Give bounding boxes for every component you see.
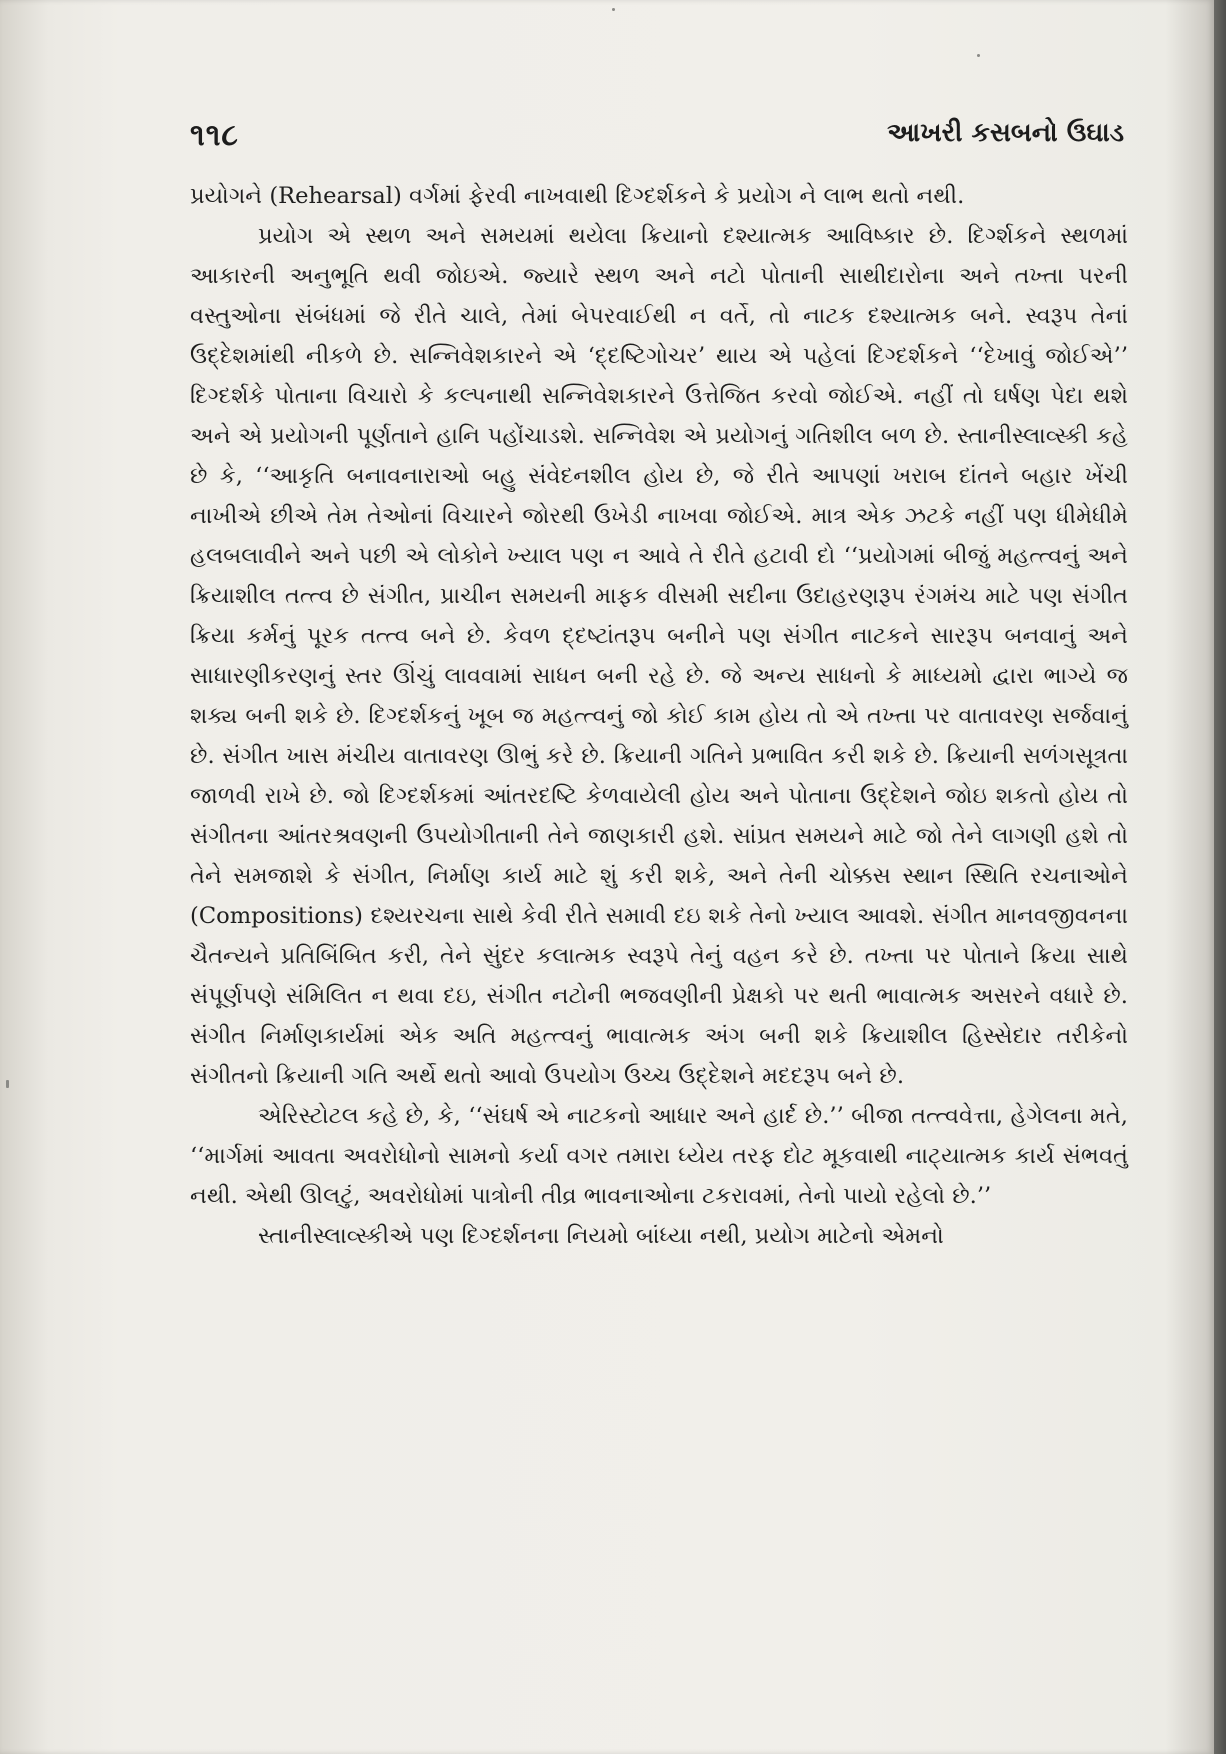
paragraph-1: પ્રયોગને (Rehearsal) વર્ગમાં ફેરવી નાખવાથી દિગ્દર્શકને કે પ્રયોગ ને લાભ થતો નથી.: [190, 183, 965, 209]
page-number: ૧૧૮: [190, 118, 239, 153]
paragraph-2: પ્રયોગ એ સ્થળ અને સમયમાં થયેલા ક્રિયાનો દશ્યાત્મક આવિષ્કાર છે. દિર્ગ્શકને સ્થળમાં આકારની અનુભૂતિ થવી જોઇએ. જ્યારે સ્થળ અને નટો પોતાની સાથીદારોના અને તખ્તા પરની વસ્તુઓના સંબંધમાં જે રીતે ચાલે, તેમાં બેપરવાઈથી ન વર્તે, તો નાટક દશ્યાત્મક બને. સ્વરૂપ તેનાં ઉદ્દેશમાંથી નીકળે છે. સન્નિવેશકારને એ ‘દ્દષ્ટિગોચર’ થાય એ પહેલાં દિગ્દર્શકને ‘‘દેખાવું જોઈએ’’ દિગ્દર્શકે પોતાના વિચારો કે કલ્પનાથી સન્નિવેશકારને ઉત્તેજિત કરવો જોઈએ. નહીં તો ઘર્ષણ પેદા થશે અને એ પ્રયોગની પૂર્ણતાને હાનિ પહોંચાડશે. સન્નિવેશ એ પ્રયોગનું ગતિશીલ બળ છે. સ્તાનીસ્લાવ્સ્કી કહે છે કે, ‘‘આકૃતિ બનાવનારાઓ બહુ સંવેદનશીલ હોય છે, જે રીતે આપણાં ખરાબ દાંતને બહાર ખેંચી નાખીએ છીએ તેમ તેઓનાં વિચારને જોરથી ઉખેડી નાખવા જોઈએ. માત્ર એક ઝટકે નહીં પણ ધીમેધીમે હલબલાવીને અને પછી એ લોકોને ખ્યાલ પણ ન આવે તે રીતે હટાવી દો ‘‘પ્રયોગમાં બીજું મહત્ત્વનું અને ક્રિયાશીલ તત્ત્વ છે સંગીત, પ્રાચીન સમયની માફક વીસમી સદીના ઉદાહરણરૂપ રંગમંચ માટે પણ સંગીત ક્રિયા કર્મનું પૂરક તત્ત્વ બને છે. કેવળ દ્દષ્ટાંતરૂપ બનીને પણ સંગીત નાટકને સારરૂપ બનવાનું અને સાધારણીકરણનું સ્તર ઊંચું લાવવામાં સાધન બની રહે છે. જે અન્ય સાધનો કે માધ્યમો દ્વારા ભાગ્યે જ શક્ય બની શકે છે. દિગ્દર્શકનું ખૂબ જ મહત્ત્વનું જો કોઈ કામ હોય તો એ તખ્તા પર વાતાવરણ સર્જવાનું છે. સંગીત ખાસ મંચીય વાતાવરણ ઊભું કરે છે. ક્રિયાની ગતિને પ્રભાવિત કરી શકે છે. ક્રિયાની સળંગસૂત્રતા જાળવી રાખે છે. જો દિગ્દર્શકમાં આંતરદષ્ટિ કેળવાયેલી હોય અને પોતાના ઉદ્દેશને જોઇ શકતો હોય તો સંગીતના આંતરશ્રવણની ઉપયોગીતાની તેને જાણકારી હશે. સાંપ્રત સમયને માટે જો તેને લાગણી હશે તો તેને સમજાશે કે સંગીત, નિર્માણ કાર્ય માટે શું કરી શકે, અને તેની ચોક્કસ સ્થાન સ્થિતિ રચનાઓને (Compositions) દશ્યરચના સાથે કેવી રીતે સમાવી દઇ શકે તેનો ખ્યાલ આવશે. સંગીત માનવજીવનના ચૈતન્યને પ્રતિબિંબિત કરી, તેને સુંદર કલાત્મક સ્વરૂપે તેનું વહન કરે છે. તખ્તા પર પોતાને ક્રિયા સાથે સંપૂર્ણપણે સંમિલિત ન થવા દઇ, સંગીત નટોની ભજવણીની પ્રેક્ષકો પર થતી ભાવાત્મક અસરને વધારે છે. સંગીત નિર્માણકાર્યમાં એક અતિ મહત્ત્વનું ભાવાત્મક અંગ બની શકે ક્રિયાશીલ હિસ્સેદાર તરીકેનો સંગીતનો ક્રિયાની ગતિ અર્થે થતો આવો ઉપયોગ ઉચ્ચ ઉદ્દેશને મદદરૂપ બને છે.: [190, 223, 1128, 1089]
running-head: આખરી કસબનો ઉઘાડ: [887, 118, 1124, 148]
paragraph-4: સ્તાનીસ્લાવ્સ્કીએ પણ દિગ્દર્શનના નિયમો બાંધ્યા નથી, પ્રયોગ માટેનો એમનો: [258, 1223, 944, 1249]
paper-speck: [6, 1080, 9, 1088]
page-header: [190, 118, 1124, 158]
paper-speck: [977, 54, 980, 57]
paragraph-3: એરિસ્ટોટલ કહે છે, કે, ‘‘સંઘર્ષ એ નાટકનો આધાર અને હાર્દ છે.’’ બીજા તત્ત્વવેત્તા, હેગેલના મતે, ‘‘માર્ગમાં આવતા અવરોધોનો સામનો કર્યા વગર તમારા ધ્યેય તરફ દોટ મૂકવાથી નાટ્યાત્મક કાર્ય સંભવતું નથી. એથી ઊલટું, અવરોધોમાં પાત્રોની તીવ્ર ભાવનાઓના ટકરાવમાં, તેનો પાયો રહેલો છે.’’: [190, 1103, 1128, 1209]
page-edge-shadow: [1214, 0, 1226, 1754]
body-text: [190, 176, 1128, 1256]
paper-speck: [612, 8, 615, 11]
